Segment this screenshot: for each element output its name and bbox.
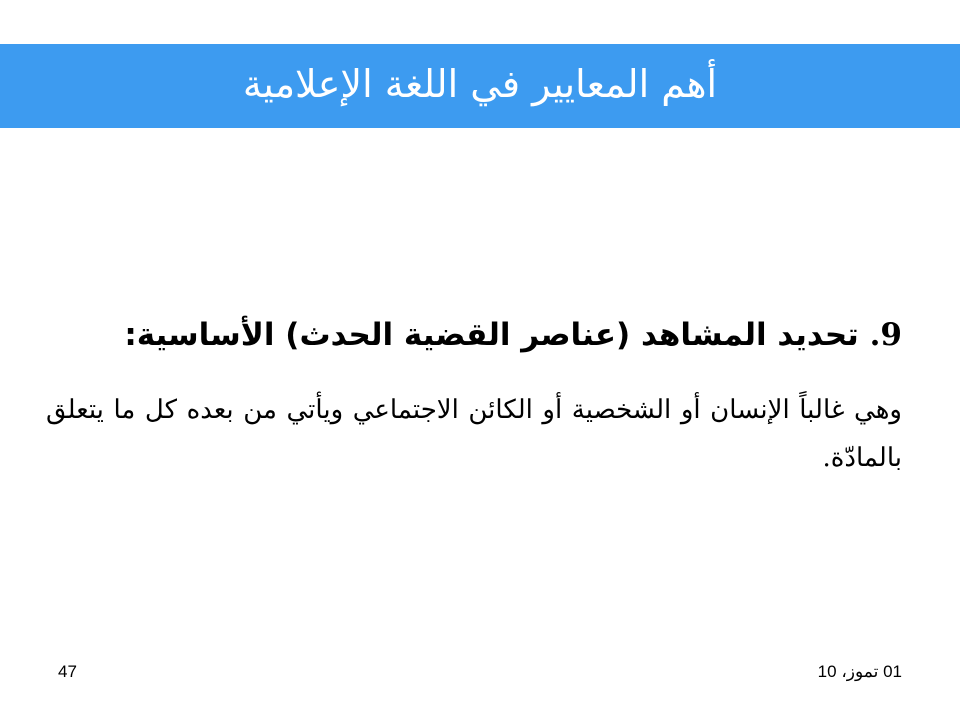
body-paragraph: وهي غالباً الإنسان أو الشخصية أو الكائن الاجتماعي ويأتي من بعده كل ما يتعلق بالمادّة. — [46, 395, 902, 473]
section-heading — [40, 312, 902, 358]
heading-text: تحديد المشاهد (عناصر القضية الحدث) الأساسية: — [124, 317, 859, 353]
page-number: 47 — [58, 662, 77, 681]
footer-date: 01 تموز، 10 — [817, 662, 902, 681]
slide-title: أهم المعايير في اللغة الإعلامية — [242, 62, 718, 106]
heading-number: 9. — [869, 317, 902, 353]
title-bar — [0, 44, 960, 128]
